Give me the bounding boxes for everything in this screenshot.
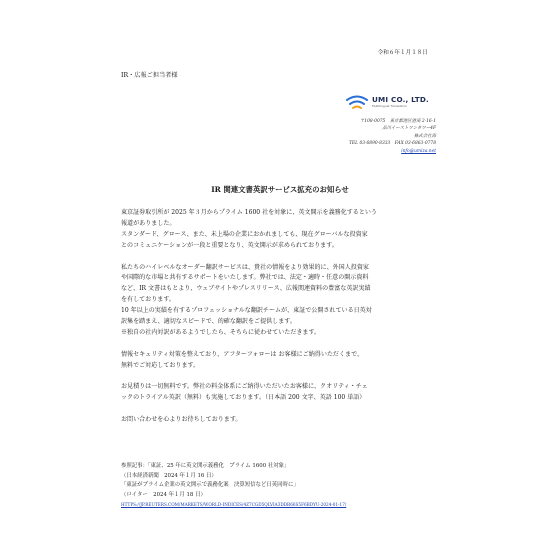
reference-url-link[interactable]: HTTPS://JP.REUTERS.COM/MARKETS/WORLD-INDICES/4Z7CGD5QLVIA3DDR66S5F6BDYU-2024-01-17/ — [121, 502, 347, 508]
address-line: 〒108-0075 東京都港区港南 2-16-1 — [359, 119, 436, 124]
company-logo-subtitle: Multilingual Translators — [372, 104, 407, 108]
company-email-link[interactable]: info@umiza.net — [401, 148, 436, 154]
reference-line: （日本経済新聞 2024 年１月 16 日） — [121, 472, 217, 479]
reference-line: 「東証がプライム企業の英文開示で義務化案 決算短信など日英同時に」 — [121, 482, 299, 489]
body-paragraph — [121, 415, 441, 426]
address-line: TEL 03-6890-8333 FAX 03-6863-0778 — [349, 141, 436, 147]
document-date: 令和６年１月１８日 — [377, 50, 428, 56]
body-line: お見積りは一切無料です。弊社の料金体系にご納得いただいたお客様に、クオリティ・チェ — [121, 383, 368, 391]
body-line: や国際的な市場と共有するサポートをいたします。弊社では、法定・適時・任意の開示資料 — [121, 274, 369, 282]
body-line: を有しております。 — [121, 296, 175, 304]
body-line: とのコミュニケーションが一段と重要となり、英文開示が求められております。 — [121, 241, 338, 249]
address-line: 株式会社海 — [414, 133, 436, 139]
body-line: 無料でご対応しております。 — [121, 361, 200, 369]
body-paragraph — [121, 350, 441, 372]
document-title: IR 関連文書英訳サービス拡充のお知らせ — [211, 185, 349, 194]
company-address-block — [349, 118, 436, 155]
body-line: 私たちのハイレベルなオーダー翻訳サービスは、貴社の情報をより効果的に、外国人投資家 — [121, 263, 369, 271]
reference-line: （ロイター 2024 年１月 18 日） — [121, 491, 206, 498]
reference-line: 参照記事：「東証、25 年に英文開示義務化 プライム 1600 社対象」 — [121, 463, 290, 469]
wave-logo-icon — [345, 94, 369, 110]
document-body — [121, 208, 441, 437]
body-line: 情報セキュリティ対策を整えており、アフターフォローは お客様にご納得いただくまで、 — [121, 350, 364, 358]
company-logo — [345, 94, 435, 112]
body-paragraph — [121, 263, 441, 339]
body-line: スタンダード、グロース、また、未上場の企業におかれましても、現在グローバルな投資家 — [121, 230, 368, 238]
body-paragraph — [121, 382, 441, 404]
body-line: お問い合わせを心よりお待ちしております。 — [121, 416, 242, 424]
body-paragraph — [121, 208, 441, 252]
body-line: 報道がありました。 — [121, 219, 176, 227]
body-line: ックのトライアル英訳（無料）も実施しております。（日本語 200 文字、英語 100 単語） — [121, 394, 366, 402]
body-line: ※独自の社内対訳があるようでしたら、そちらに従わせていただきます。 — [121, 328, 321, 336]
body-line: 10 年以上の実績を有するプロフェッショナルな翻訳チームが、東証で公開されている日英対 — [121, 307, 372, 315]
body-line: 訳集を踏まえ、適切なスピードで、的確な翻訳をご提供します。 — [121, 318, 296, 326]
recipient-line: IR・広報ご担当者様 — [121, 72, 178, 79]
references-block — [121, 462, 346, 511]
company-logo-name: UMI CO., LTD. — [372, 95, 429, 104]
body-line: 東京証券取引所が 2025 年３月からプライム 1600 社を対象に、英文開示を義務化するという — [121, 209, 377, 216]
body-line: など、IR 文書はもとより、ウェブサイトやプレスリリース、広報関連資料の豊富な英訳実績 — [121, 285, 371, 293]
address-line: 品川イーストワンタワー4F — [382, 126, 436, 132]
